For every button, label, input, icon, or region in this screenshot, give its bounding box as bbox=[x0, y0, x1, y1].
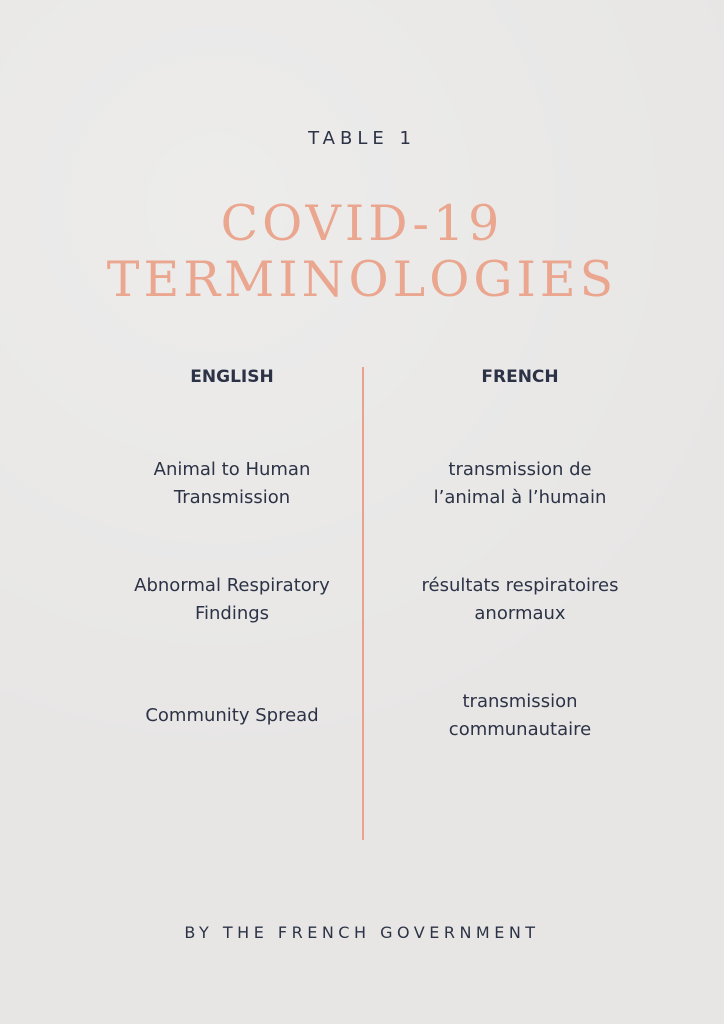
cell-line: Animal to Human bbox=[153, 459, 311, 480]
cell-line: Abnormal Respiratory bbox=[134, 575, 330, 596]
table-cell-french bbox=[370, 456, 670, 512]
cell-line: transmission bbox=[462, 691, 578, 712]
title-line-1: COVID-19 bbox=[220, 195, 504, 252]
page-title bbox=[0, 196, 724, 308]
cell-line: Transmission bbox=[173, 487, 291, 508]
table-cell-english bbox=[82, 456, 382, 512]
cell-line: communautaire bbox=[448, 719, 592, 740]
table-cell-french bbox=[370, 572, 670, 628]
table-cell-english bbox=[82, 572, 382, 628]
cell-line: résultats respiratoires bbox=[421, 575, 619, 596]
footer-credit: BY THE FRENCH GOVERNMENT bbox=[184, 923, 540, 942]
table-cell-french bbox=[370, 688, 670, 744]
cell-line: l’animal à l’humain bbox=[433, 487, 607, 508]
cell-line: transmission de bbox=[448, 459, 592, 480]
cell-line: Community Spread bbox=[145, 705, 319, 726]
cell-line: Findings bbox=[194, 603, 270, 624]
title-line-2: TERMINOLOGIES bbox=[106, 251, 618, 308]
column-header-english: ENGLISH bbox=[190, 367, 274, 387]
cell-line: anormaux bbox=[474, 603, 566, 624]
column-header-french: FRENCH bbox=[481, 367, 559, 387]
table-label: TABLE 1 bbox=[308, 128, 416, 149]
table-cell-english bbox=[82, 702, 382, 730]
